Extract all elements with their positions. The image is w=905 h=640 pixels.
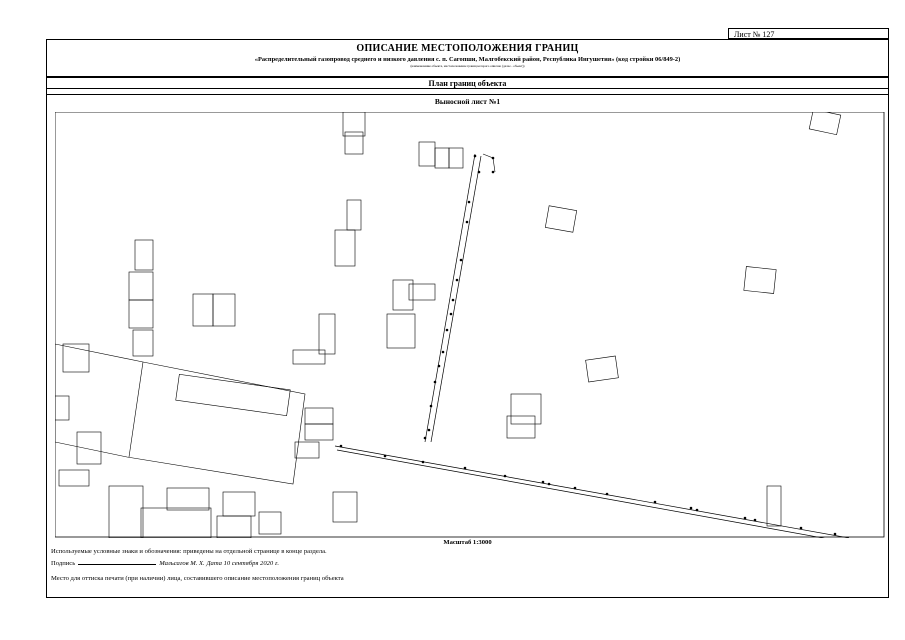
map-outlines — [55, 112, 884, 538]
building — [343, 112, 365, 136]
parcel — [55, 396, 69, 420]
building — [744, 266, 776, 293]
building — [129, 300, 153, 328]
building — [319, 314, 335, 354]
pipeline — [337, 450, 845, 538]
building — [135, 240, 153, 270]
parcel — [55, 344, 305, 484]
parcel — [59, 470, 89, 486]
parcel — [77, 432, 101, 464]
building — [393, 280, 413, 310]
signature-label: Подпись — [51, 560, 76, 567]
building — [387, 314, 415, 348]
divider — [47, 90, 888, 95]
building — [176, 374, 291, 415]
building — [809, 112, 841, 135]
building — [767, 486, 781, 526]
building — [347, 200, 361, 230]
sheet-number: Лист № 127 — [728, 28, 889, 39]
building — [419, 142, 435, 166]
building — [129, 272, 153, 300]
pipeline — [425, 154, 475, 442]
building — [293, 350, 325, 364]
building — [449, 148, 463, 168]
building — [167, 488, 209, 510]
cadastral-map — [55, 112, 885, 538]
sheet-title: Выносной лист №1 — [434, 97, 501, 106]
building — [223, 492, 255, 516]
building — [217, 516, 251, 538]
building — [305, 408, 333, 424]
building — [213, 294, 235, 326]
building — [511, 394, 541, 424]
building — [345, 132, 363, 154]
building — [295, 442, 319, 458]
building — [141, 508, 211, 538]
building — [435, 148, 449, 168]
main-title: ОПИСАНИЕ МЕСТОПОЛОЖЕНИЯ ГРАНИЦ — [356, 43, 579, 54]
header-block — [47, 40, 888, 77]
signature-name-date: Мальсагов М. Х. Дата 10 сентября 2020 г. — [159, 560, 280, 567]
document-frame — [46, 39, 889, 598]
plan-title: План границ объекта — [47, 77, 888, 89]
building — [545, 206, 576, 233]
map-frame — [55, 112, 884, 537]
legend-note: Используемые условные знаки и обозначения: приведены на отдельной странице в конце раздела. — [51, 548, 327, 555]
building — [305, 424, 333, 440]
boundary-points — [340, 155, 837, 536]
building — [133, 330, 153, 356]
building — [193, 294, 213, 326]
building — [259, 512, 281, 534]
object-subtitle: «Распределительный газопровод среднего и низкого давления с. п. Сагопши, Малгобекский район, Республика Ингушетия» (код стройки 06/849-2) — [254, 56, 681, 63]
pipeline — [335, 446, 849, 538]
building — [333, 492, 357, 522]
building — [335, 230, 355, 266]
signature-blank[interactable] — [78, 558, 156, 565]
scale-label: Масштаб 1:3000 — [443, 539, 492, 546]
object-note: (наименование объекта, местоположение границ которого описано (далее - объект)) — [410, 64, 525, 68]
pipeline — [483, 154, 495, 172]
stamp-note: Место для оттиска печати (при наличии) лица, составившего описание местоположения границ объекта — [51, 575, 344, 582]
signature-line — [51, 558, 279, 567]
parcel-line — [129, 362, 143, 457]
pipeline — [431, 156, 481, 442]
building — [109, 486, 143, 538]
building — [586, 356, 619, 382]
